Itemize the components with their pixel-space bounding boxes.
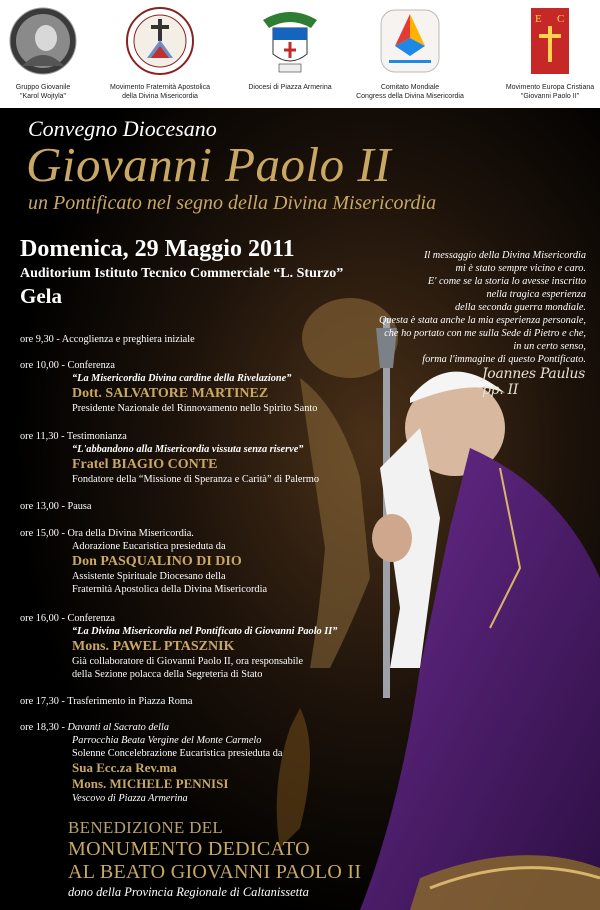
logo-caption: "Giovanni Paolo II"	[520, 93, 580, 100]
program-item	[20, 721, 282, 805]
svg-text:C: C	[557, 13, 565, 25]
papal-signature: Joannes Paulus pp. II	[482, 366, 585, 398]
logo-europa-cristiana	[490, 6, 600, 101]
speaker-name: Mons. PAWEL PTASZNIK	[72, 639, 235, 654]
program-item	[20, 430, 319, 486]
blessing-line-2: MONUMENTO DEDICATO	[68, 838, 310, 860]
event-date: Domenica, 29 Maggio 2011	[20, 236, 295, 262]
program-title: “La Misericordia Divina cardine della Rivelazione”	[72, 373, 292, 384]
papal-quote	[340, 249, 586, 366]
program-item	[20, 612, 337, 681]
program-item	[20, 695, 192, 708]
christian-europe-cross-logo	[515, 6, 585, 76]
speaker-name: Sua Ecc.za Rev.ma	[72, 760, 177, 775]
speaker-role: Presidente Nazionale del Rinnovamento nello Spirito Santo	[72, 403, 318, 414]
quote-line: che ho portato con me sulla Sede di Pietro e che,	[384, 328, 586, 339]
program-title: “L'abbandono alla Misericordia vissuta senza riserve”	[72, 444, 304, 455]
program-time: ore 18,30 -	[20, 722, 68, 733]
speaker-role: Già collaboratore di Giovanni Paolo II, ora responsabile	[72, 656, 304, 667]
program-title: “La Divina Misericordia nel Pontificato di Giovanni Paolo II”	[72, 626, 338, 637]
program-time: ore 15,00 - Ora della Divina Misericordia.	[20, 528, 194, 539]
logo-caption: Gruppo Giovanile	[15, 84, 71, 91]
program-time: ore 16,00 - Conferenza	[20, 613, 115, 624]
speaker-role: della Sezione polacca della Segreteria di Stato	[72, 669, 263, 680]
program-item	[20, 333, 195, 346]
event-venue: Auditorium Istituto Tecnico Commerciale “L. Sturzo”	[20, 266, 344, 281]
program-item	[20, 359, 317, 415]
logo-gruppo-giovanile	[0, 6, 103, 101]
speaker-name: Mons. MICHELE PENNISI	[72, 776, 229, 791]
logo-caption: Diocesi di Piazza Armerina	[248, 84, 332, 91]
blessing-line-1: BENEDIZIONE DEL	[68, 818, 224, 837]
program-place: Parrocchia Beata Vergine del Monte Carmelo	[72, 735, 262, 746]
speaker-name: Don PASQUALINO DI DIO	[72, 554, 242, 569]
program-desc: Adorazione Eucaristica presieduta da	[72, 541, 226, 552]
logo-fraternita	[100, 6, 220, 101]
program-time: ore 10,00 - Conferenza	[20, 360, 115, 371]
logo-caption: Comitato Mondiale	[380, 84, 440, 91]
program-desc: Solenne Concelebrazione Eucaristica presieduta da	[72, 748, 283, 759]
blessing-line-3: AL BEATO GIOVANNI PAOLO II	[68, 861, 362, 883]
quote-line: Il messaggio della Divina Misericordia	[423, 250, 586, 261]
quote-line: nella tragica esperienza	[486, 289, 586, 300]
logo-strip	[0, 0, 600, 108]
quote-line: forma l'immagine di questo Pontificato.	[422, 354, 586, 365]
speaker-name: Dott. SALVATORE MARTINEZ	[72, 386, 269, 401]
event-city: Gela	[20, 284, 62, 308]
logo-caption: Movimento Europa Cristiana	[505, 84, 595, 91]
quote-line: della seconda guerra mondiale.	[455, 302, 586, 313]
quote-line: mi è stato sempre vicino e caro.	[455, 263, 586, 274]
header-subtitle: un Pontificato nel segno della Divina Misericordia	[28, 192, 437, 214]
logo-caption: Movimento Fraternità Apostolica	[110, 84, 210, 91]
logo-caption: "Karol Wojtyla"	[19, 93, 67, 100]
quote-line: in un certo senso,	[513, 341, 586, 352]
quote-line: E' come se la storia lo avesse inscritto	[427, 276, 586, 287]
svg-text:E: E	[535, 13, 542, 25]
diocese-coat-of-arms-logo	[255, 6, 325, 76]
quote-line: Questa è stata anche la mia esperienza personale,	[378, 315, 586, 326]
divine-mercy-seal-logo	[125, 6, 195, 76]
logo-comitato-mondiale	[350, 6, 470, 101]
program-text: ore 9,30 - Accoglienza e preghiera iniziale	[20, 334, 195, 345]
program-item	[20, 527, 267, 596]
program-item	[20, 500, 92, 513]
speaker-role: Vescovo di Piazza Armerina	[72, 793, 188, 804]
header-title: Giovanni Paolo II	[26, 137, 392, 192]
pope-portrait-logo	[8, 6, 78, 76]
speaker-role: Assistente Spirituale Diocesano della	[72, 571, 226, 582]
logo-caption: Congress della Divina Misericordia	[356, 93, 464, 100]
blessing-donor: dono della Provincia Regionale di Caltanissetta	[68, 885, 309, 899]
program-time: ore 11,30 - Testimonianza	[20, 431, 127, 442]
logo-caption: della Divina Misericordia	[122, 93, 198, 100]
speaker-role: Fondatore della “Missione di Speranza e Carità” di Palermo	[72, 474, 320, 485]
program-text: ore 13,00 - Pausa	[20, 501, 92, 512]
speaker-name: Fratel BIAGIO CONTE	[72, 457, 218, 472]
header-kicker: Convegno Diocesano	[28, 116, 217, 141]
world-congress-logo	[375, 6, 445, 76]
speaker-role: Fraternità Apostolica della Divina Misericordia	[72, 584, 268, 595]
logo-diocesi	[230, 6, 350, 92]
program-text: ore 17,30 - Trasferimento in Piazza Roma	[20, 696, 193, 707]
program-place: Davanti al Sacrato della	[67, 722, 169, 733]
